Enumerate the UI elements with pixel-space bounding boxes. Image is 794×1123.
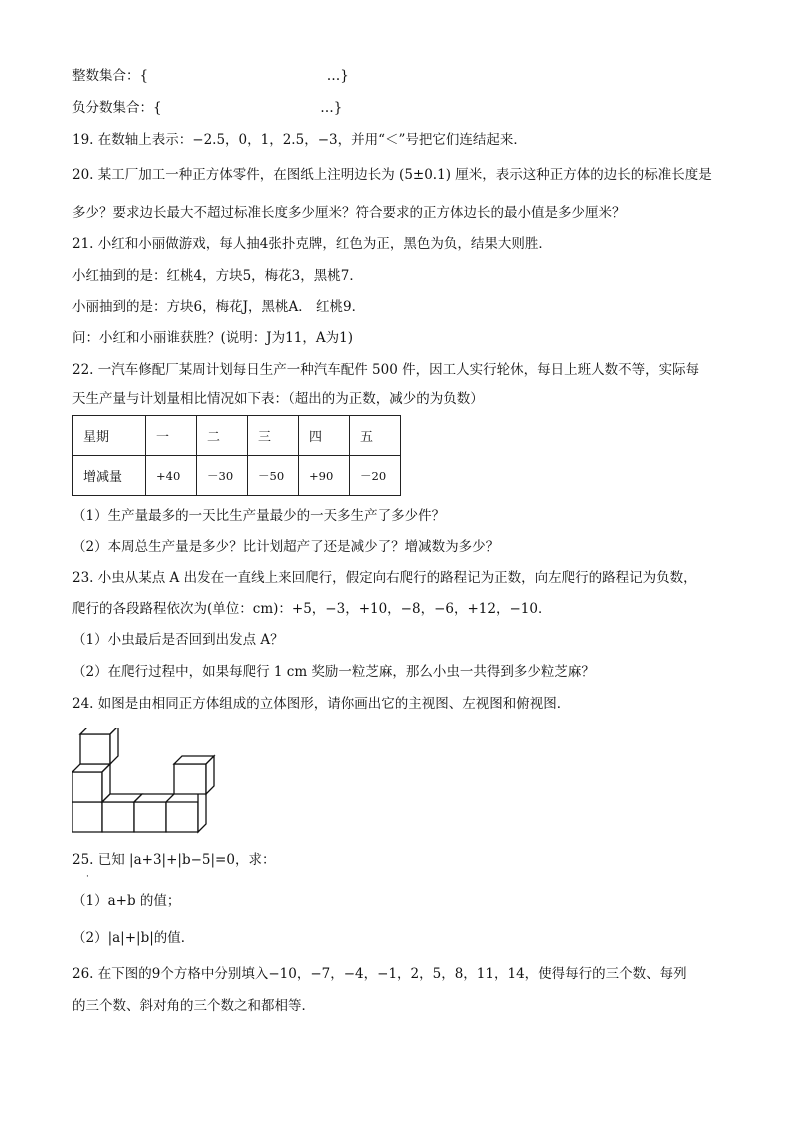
question-19: 19. 在数轴上表示：−2.5，0，1，2.5，−3，并用“＜”号把它们连结起来． [72,132,527,148]
question-21-line-1: 21. 小红和小丽做游戏，每人抽4张扑克牌，红色为正，黑色为负，结果大则胜． [72,236,552,252]
table-cell: －50 [248,456,299,496]
question-23-line-1: 23. 小虫从某点 A 出发在一直线上来回爬行，假定向右爬行的路程记为正数，向左爬行的路程记为负数， [72,570,697,586]
negative-fraction-set-label: 负分数集合：{ [72,100,162,116]
table-row [73,456,401,496]
table-cell: －30 [197,456,248,496]
integer-set-end: …} [326,68,349,84]
question-23-part-2: （2）在爬行过程中，如果每爬行 1 cm 奖励一粒芝麻，那么小虫一共得到多少粒芝麻？ [72,664,595,680]
question-23-line-2: 爬行的各段路程依次为(单位：cm)：+5，−3，+10，−8，−6，+12，−10． [72,601,552,617]
table-header-row [73,416,401,456]
negative-fraction-set-line [72,99,342,117]
production-change-table [72,415,401,496]
question-23-part-1: （1）小虫最后是否回到出发点 A？ [72,632,284,648]
question-22-part-2: （2）本周总生产量是多少？比计划超产了还是减少了？增减数为多少？ [72,539,500,555]
table-cell: 五 [350,416,401,456]
integer-set-label: 整数集合：{ [72,68,149,84]
question-21-line-2: 小红抽到的是：红桃4，方块5，梅花3，黑桃7． [72,268,363,284]
question-22-line-2: 天生产量与计划量相比情况如下表：（超出的为正数，减少的为负数） [72,391,484,407]
table-cell: －20 [350,456,401,496]
question-26-line-1: 26. 在下图的9个方格中分别填入−10，−7，−4，−1，2，5，8，11，14，使得每行的三个数、每列 [72,966,687,982]
table-cell: 四 [299,416,350,456]
table-cell: 二 [197,416,248,456]
table-cell: 星期 [73,416,146,456]
question-22-line-1: 22. 一汽车修配厂某周计划每日生产一种汽车配件 500 件，因工人实行轮休，每日上班人数不等，实际每 [72,362,700,378]
cube-stack-figure [72,728,217,838]
question-21-line-4: 问：小红和小丽谁获胜？(说明：J为11，A为1) [72,330,353,346]
question-25-part-2: （2）|a|+|b|的值． [72,930,195,946]
question-24: 24. 如图是由相同正方体组成的立体图形，请你画出它的主视图、左视图和俯视图． [72,696,571,712]
integer-set-line [72,67,349,85]
table-cell: +90 [299,456,350,496]
question-25-part-1: （1）a+b 的值； [72,893,181,909]
table-cell: 增减量 [73,456,146,496]
table-cell: +40 [146,456,197,496]
stray-mark: · [86,872,89,882]
question-22-part-1: （1）生产量最多的一天比生产量最少的一天多生产了多少件？ [72,508,446,524]
question-20-line-1: 20. 某工厂加工一种正方体零件，在图纸上注明边长为 (5±0.1) 厘米，表示这种正方体的边长的标准长度是 [72,167,712,183]
question-20-line-2: 多少？要求边长最大不超过标准长度多少厘米？符合要求的正方体边长的最小值是多少厘米？ [72,205,626,221]
question-21-line-3: 小丽抽到的是：方块6，梅花J，黑桃A． 红桃9． [72,299,366,315]
question-26-line-2: 的三个数、斜对角的三个数之和都相等． [72,998,315,1014]
negative-fraction-set-end: …} [320,100,343,116]
table-cell: 一 [146,416,197,456]
question-25: 25. 已知 |a+3|+|b−5|=0，求： [72,852,276,868]
table-cell: 三 [248,416,299,456]
